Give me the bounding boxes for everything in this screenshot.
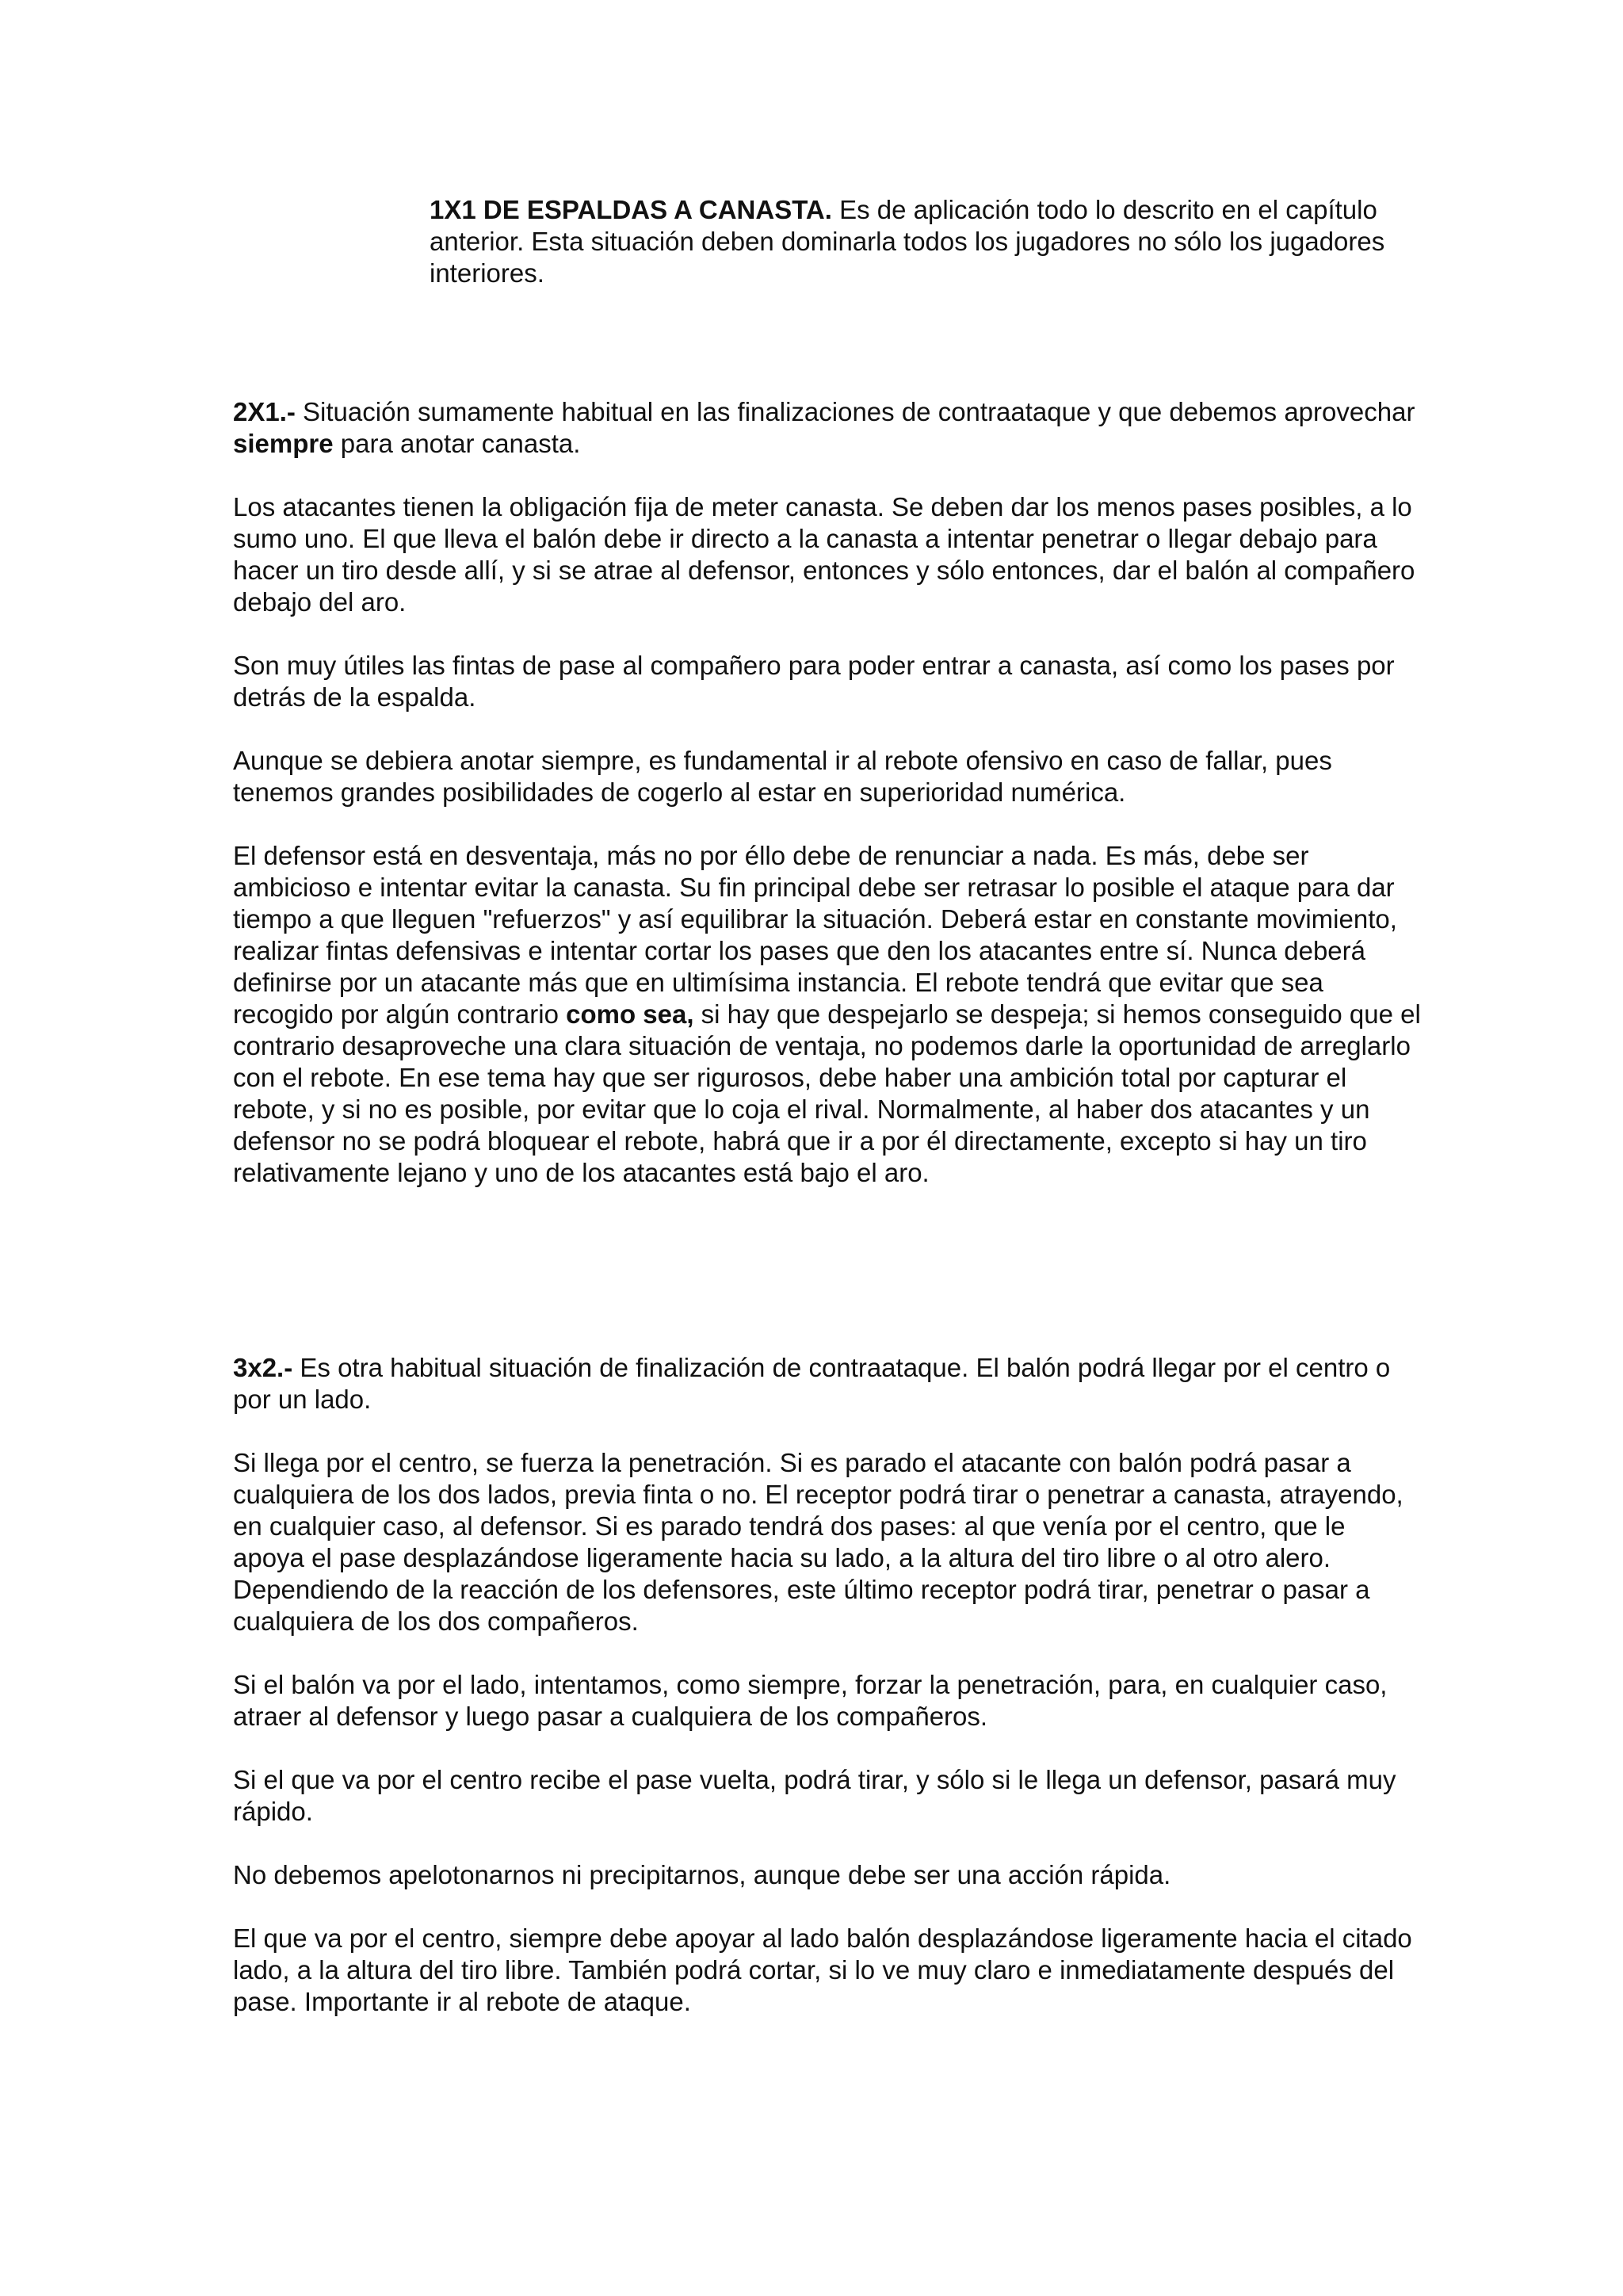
section-2x1-intro-text-a: Situación sumamente habitual en las finalizaciones de contraataque y que debemos aprovechar — [295, 397, 1415, 426]
section-2x1-p5-text-b: si hay que despejarlo se despeja; si hemos conseguido que el contrario desaproveche una clara situación de ventaja, no podemos darle la oportunidad de arreglarlo con el rebote. En ese tema hay que ser rigurosos, debe haber una ambición total por capturar el rebote, y si no es posible, por evitar que lo coja el rival. Normalmente, al haber dos atacantes y un defensor no se podrá bloquear el rebote, habrá que ir a por él directamente, excepto si hay un tiro relativamente lejano y uno de los atacantes está bajo el aro. — [233, 999, 1421, 1187]
section-2x1-p5-bold: como sea, — [566, 999, 694, 1029]
section-2x1-intro-bold: siempre — [233, 429, 334, 458]
section-3x2 — [233, 1352, 1422, 2050]
section-1x1-paragraph — [430, 194, 1420, 289]
section-2x1-heading: 2X1.- — [233, 397, 296, 426]
section-3x2-heading: 3x2.- — [233, 1353, 293, 1382]
section-2x1-intro — [233, 396, 1422, 460]
section-3x2-intro — [233, 1352, 1422, 1415]
section-3x2-paragraph-4: Si el que va por el centro recibe el pase vuelta, podrá tirar, y sólo si le llega un defensor, pasará muy rápido. — [233, 1765, 1396, 1826]
section-3x2-paragraph-2: Si llega por el centro, se fuerza la penetración. Si es parado el atacante con balón podrá pasar a cualquiera de los dos lados, previa finta o no. El receptor podrá tirar o penetrar a canasta, atrayendo, en cualquier caso, al defensor. Si es parado tendrá dos pases: al que venía por el centro, que le apoya el pase desplazándose ligeramente hacia su lado, a la altura del tiro libre o al otro alero. Dependiendo de la reacción de los defensores, este último receptor podrá tirar, penetrar o pasar a cualquiera de los dos compañeros. — [233, 1448, 1403, 1636]
section-2x1-p5-text-a: El defensor está en desventaja, más no por éllo debe de renunciar a nada. Es más, debe ser ambicioso e intentar evitar la canasta. Su fin principal debe ser retrasar lo posible el ataque para dar tiempo a que lleguen "refuerzos" y así equilibrar la situación. Deberá estar en constante movimiento, realizar fintas defensivas e intentar cortar los pases que den los atacantes entre sí. Nunca deberá definirse por un atacante más que en ultimísima instancia. El rebote tendrá que evitar que sea recogido por algún contrario — [233, 841, 1397, 1029]
section-2x1 — [233, 396, 1422, 1221]
section-2x1-paragraph-3: Son muy útiles las fintas de pase al compañero para poder entrar a canasta, así como los pases por detrás de la espalda. — [233, 651, 1395, 712]
section-2x1-paragraph-2: Los atacantes tienen la obligación fija de meter canasta. Se deben dar los menos pases posibles, a lo sumo uno. El que lleva el balón debe ir directo a la canasta a intentar penetrar o llegar debajo para hacer un tiro desde allí, y si se atrae al defensor, entonces y sólo entonces, dar el balón al compañero debajo del aro. — [233, 492, 1415, 617]
section-3x2-paragraph-6: El que va por el centro, siempre debe apoyar al lado balón desplazándose ligeramente hacia el citado lado, a la altura del tiro libre. También podrá cortar, si lo ve muy claro e inmediatamente después del pase. Importante ir al rebote de ataque. — [233, 1924, 1412, 2016]
section-1x1-heading: 1X1 DE ESPALDAS A CANASTA. — [430, 195, 832, 224]
section-1x1-text: Es de aplicación todo lo descrito en el capítulo anterior. Esta situación deben dominarla todos los jugadores no sólo los jugadores interiores. — [430, 195, 1385, 288]
section-2x1-paragraph-4: Aunque se debiera anotar siempre, es fundamental ir al rebote ofensivo en caso de fallar, pues tenemos grandes posibilidades de cogerlo al estar en superioridad numérica. — [233, 746, 1332, 807]
section-2x1-paragraph-5 — [233, 840, 1422, 1189]
section-3x2-paragraph-3: Si el balón va por el lado, intentamos, como siempre, forzar la penetración, para, en cualquier caso, atraer al defensor y luego pasar a cualquiera de los compañeros. — [233, 1670, 1388, 1731]
section-3x2-paragraph-5: No debemos apelotonarnos ni precipitarnos, aunque debe ser una acción rápida. — [233, 1860, 1171, 1889]
section-3x2-intro-text: Es otra habitual situación de finalización de contraataque. El balón podrá llegar por el centro o por un lado. — [233, 1353, 1391, 1414]
section-2x1-intro-text-b: para anotar canasta. — [333, 429, 581, 458]
